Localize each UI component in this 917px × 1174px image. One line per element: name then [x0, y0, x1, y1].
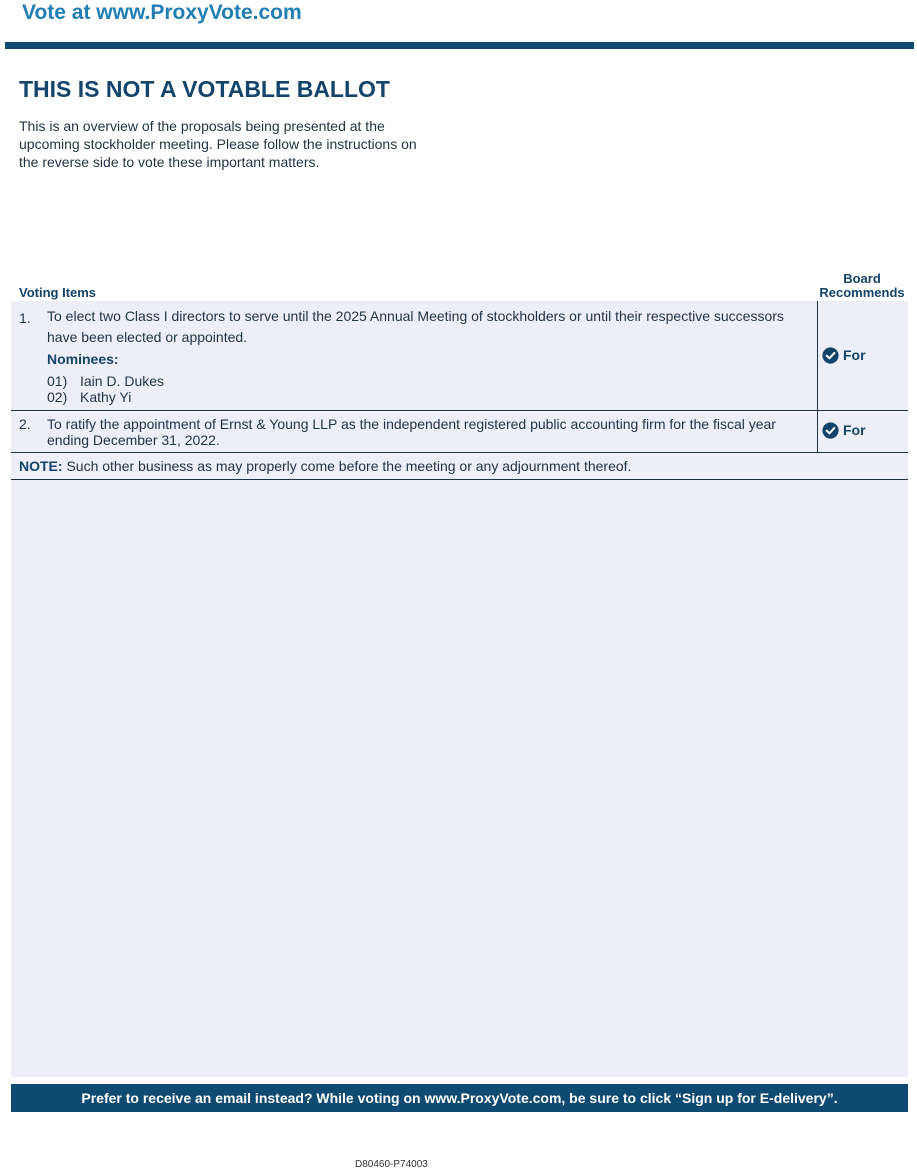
board-header-line: Board [843, 271, 881, 286]
proposal-line: To ratify the appointment of Ernst & Young LLP as the independent registered public accounting firm for the fiscal year [47, 416, 776, 432]
column-divider [817, 301, 818, 410]
nominee [47, 389, 131, 405]
row-divider [11, 452, 908, 453]
board-recommendation [822, 347, 866, 364]
check-circle-icon [822, 422, 839, 439]
header-rule [5, 42, 914, 49]
column-divider [817, 411, 818, 452]
intro-line: the reverse side to vote these important matters. [19, 154, 320, 170]
nominee-name: Iain D. Dukes [80, 373, 165, 389]
check-circle-icon [822, 347, 839, 364]
item-number: 2. [19, 416, 31, 432]
nominee [47, 373, 164, 389]
proposal-text [47, 416, 815, 448]
voting-items-header: Voting Items [19, 285, 97, 300]
nominee-number: 01) [47, 373, 68, 389]
proposal-text [47, 306, 815, 348]
recommendation-label: For [843, 347, 866, 363]
intro-line: upcoming stockholder meeting. Please follow the instructions on [19, 136, 417, 152]
vote-link[interactable]: Vote at www.ProxyVote.com [22, 1, 302, 24]
nominee-name: Kathy Yi [80, 389, 132, 405]
row-divider [11, 410, 908, 411]
page-title: THIS IS NOT A VOTABLE BALLOT [19, 76, 390, 102]
nominee-number: 02) [47, 389, 68, 405]
note-label: NOTE: [19, 458, 63, 474]
intro-text [19, 117, 449, 171]
note-text: Such other business as may properly come before the meeting or any adjournment thereof. [62, 458, 632, 474]
proposal-line: To elect two Class I directors to serve until the 2025 Annual Meeting of stockholders or until their respective successors [47, 308, 784, 324]
row-divider [11, 479, 908, 480]
proposal-line: have been elected or appointed. [47, 329, 248, 345]
proposal-line: ending December 31, 2022. [47, 432, 220, 448]
board-header-line: Recommends [819, 285, 905, 300]
nominees-label: Nominees: [47, 351, 119, 367]
item-number: 1. [19, 310, 31, 326]
recommendation-label: For [843, 422, 866, 438]
intro-line: This is an overview of the proposals being presented at the [19, 118, 385, 134]
board-recommends-header [817, 272, 907, 300]
board-recommendation [822, 422, 866, 439]
document-code: D80460-P74003 [355, 1159, 428, 1170]
edelivery-banner: Prefer to receive an email instead? While voting on www.ProxyVote.com, be sure to click “Sign up for E-delivery”. [11, 1084, 908, 1112]
note [19, 457, 631, 475]
